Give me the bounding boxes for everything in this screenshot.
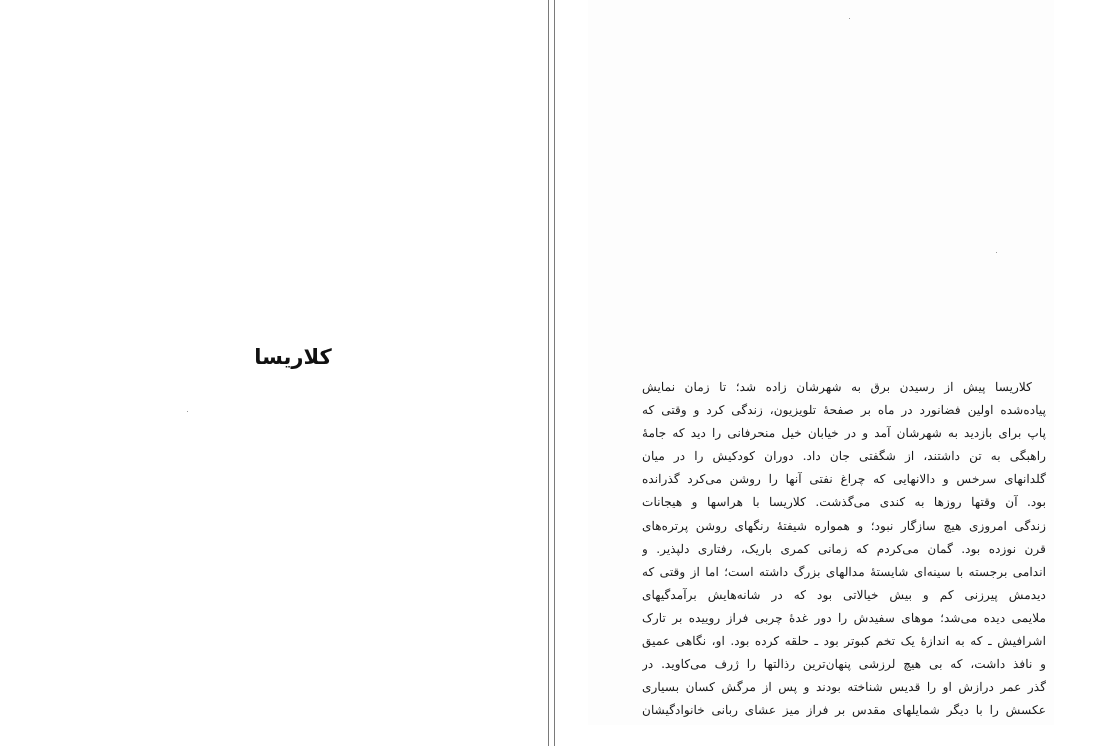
scan-speck: [849, 18, 850, 19]
gutter-line-right: [554, 0, 555, 746]
text-line: اشرافیش ـ که به اندازهٔ یک تخم کبوتر بود ـ حلقه کرده بود. او، نگاهی عمیق: [642, 634, 1046, 649]
text-line: گذر عمر درازش او را قدیس شناخته بودند و پس از مرگش کسان بسیاری: [642, 680, 1046, 695]
text-line: گلدانهای سرخس و دالانهایی که چراغ نفتی آنها را روشن می‌کرد گذرانده: [642, 472, 1046, 487]
text-line: پاپ برای بازدید به شهرشان آمد و در خیابان خیل منحرفانی را دید که جامهٔ: [642, 426, 1046, 441]
text-line: بود. آن وقتها روزها به کندی می‌گذشت. کلاریسا با هراسها و هیجانات: [642, 495, 1046, 510]
text-line: قرن نوزده بود. گمان می‌کردم که زمانی کمری باریک، رفتاری دلپذیر. و: [642, 541, 1046, 556]
text-line: اندامی برجسته با سینه‌ای شایستهٔ مدالهای بزرگ داشته است؛ اما از وقتی که: [642, 564, 1046, 579]
gutter-line-left: [548, 0, 549, 746]
text-line: زندگی امروزی هیچ سازگار نبود؛ و همواره شیفتهٔ رنگهای روشن پرتره‌های: [642, 518, 1046, 533]
text-line: ملایمی دیده می‌شد؛ موهای سفیدش را دور غدهٔ چربی فراز روییده بر تارک: [642, 610, 1046, 625]
scan-speck: [996, 252, 997, 253]
chapter-title: کلاریسا: [254, 345, 332, 369]
text-line: راهبگی به تن داشتند، از شگفتی جان داد. دوران کودکیش را در میان: [642, 449, 1046, 464]
text-line: پیاده‌شده اولین فضانورد در ماه بر صفحهٔ تلویزیون، زندگی کرد و وقتی که: [642, 403, 1046, 418]
left-page: [0, 0, 548, 746]
right-page: [558, 0, 1104, 746]
scan-speck: [187, 411, 188, 412]
text-line: دیدمش پیرزنی کم و بیش خیالاتی بود که در شانه‌هایش برآمدگیهای: [642, 587, 1046, 602]
text-line: و نافذ داشت، که بی هیچ لرزشی پنهان‌ترین رذالتها را ژرف می‌کاوید. در: [642, 657, 1046, 672]
body-paragraph: [642, 376, 1046, 722]
book-gutter: [548, 0, 558, 746]
text-line: کلاریسا پیش از رسیدن برق به شهرشان زاده شد؛ تا زمان نمایش: [642, 380, 1032, 394]
text-line: عکسش را با دیگر شمایلهای مقدس بر فراز میز عشای ربانی خانوادگیشان: [642, 703, 1046, 718]
